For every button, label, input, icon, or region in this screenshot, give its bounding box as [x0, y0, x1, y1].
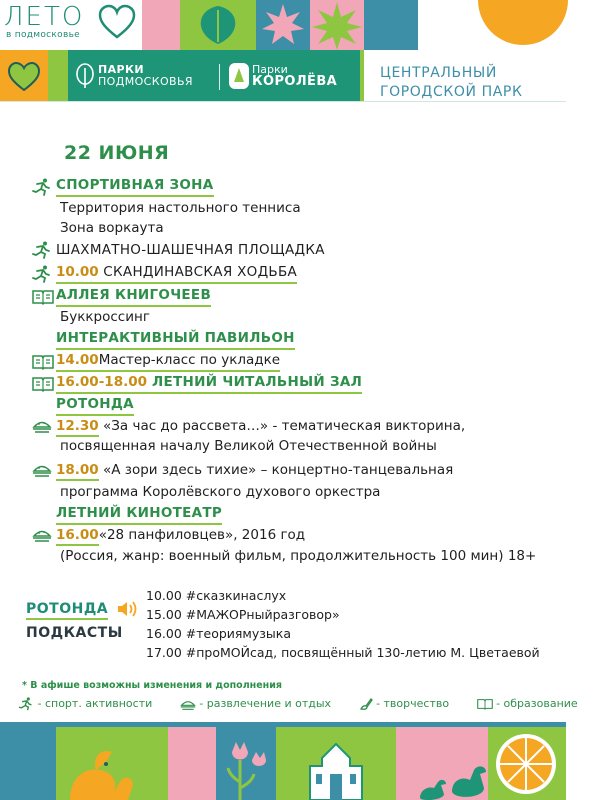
concert-time: 18.00	[56, 462, 99, 481]
fun-icon	[32, 418, 56, 434]
speaker-icon	[116, 599, 140, 619]
rotunda-row	[32, 395, 134, 416]
podcast-title-rotunda: РОТОНДА	[26, 601, 108, 620]
quiz-row	[32, 417, 465, 435]
reading-hall-time: 16.00-18.00	[56, 374, 148, 390]
logo-divider	[219, 64, 220, 90]
green-divider-strip	[360, 50, 364, 102]
podcast-item: 15.00 #МАЖОРныйразговор»	[146, 607, 340, 622]
workout-item: Зона воркаута	[60, 220, 164, 236]
chess-row	[32, 241, 325, 259]
brush-icon	[359, 697, 373, 711]
parks-moscow-region-logo: ПАРКИ ПОДМОСКОВЬЯ	[98, 63, 193, 88]
runner-icon	[18, 697, 34, 711]
runner-icon	[32, 241, 56, 259]
master-class-time: 14.00	[56, 352, 99, 368]
cinema-title: ЛЕТНИЙ КИНОТЕАТР	[56, 504, 222, 525]
quiz-title-line1: «За час до рассвета…» - тематическая викторина,	[98, 418, 466, 434]
master-class-title: Мастер-класс по укладке	[98, 352, 281, 368]
concert-title-line1: «А зори здесь тихие» – концертно-танцевальная	[98, 462, 454, 478]
green-leaf-tile	[180, 0, 256, 50]
reading-hall-row	[32, 373, 362, 394]
film-time: 16.00	[56, 527, 99, 546]
sun-tile	[418, 0, 566, 50]
parks-korolev-logo: Парки КОРОЛЁВА	[252, 63, 338, 89]
rotunda-title: РОТОНДА	[56, 395, 134, 416]
book-icon	[32, 289, 56, 305]
rotunda-podcasts-logo	[26, 598, 140, 641]
quiz-time: 12.30	[56, 418, 99, 437]
chess-title: ШАХМАТНО-ШАШЕЧНАЯ ПЛОЩАДКА	[56, 242, 325, 258]
bookcrossing-item: Буккроссинг	[60, 309, 150, 325]
book-alley-row	[32, 286, 211, 307]
film-title: «28 панфиловцев», 2016 год	[98, 527, 306, 543]
logo-title: ЛЕТО	[4, 2, 85, 32]
logo-subtitle: в подмосковье	[6, 30, 81, 40]
walk-title: СКАНДИНАВСКАЯ ХОДЬБА	[98, 264, 298, 280]
podcast-item: 17.00 #проМОЙсад, посвящённый 130-летию М. Цветаевой	[146, 645, 540, 660]
reading-hall-title: ЛЕТНИЙ ЧИТАЛЬНЫЙ ЗАЛ	[147, 374, 363, 390]
disclaimer-note: * В афише возможны изменения и дополнения	[22, 680, 282, 691]
heart-icon	[98, 4, 136, 40]
book-icon	[32, 376, 56, 392]
sun-star-tile	[310, 0, 364, 50]
fun-icon	[32, 527, 56, 543]
tennis-item: Территория настольного тенниса	[60, 200, 301, 216]
book-alley-title: АЛЛЕЯ КНИГОЧЕЕВ	[56, 286, 211, 307]
legend-sport: - спорт. активности	[18, 697, 168, 710]
orange-heart-tile	[0, 50, 48, 102]
quiz-title-line2: посвященная началу Великой Отечественной войны	[60, 438, 437, 454]
legend-art: - творчество	[359, 697, 465, 710]
sun-icon	[418, 0, 566, 50]
green-strip	[48, 50, 68, 102]
concert-row	[32, 461, 453, 479]
korolev-emblem-icon	[228, 62, 250, 90]
concert-title-line2: программа Королёвского духового оркестра	[60, 484, 381, 500]
pavilion-title: ИНТЕРАКТИВНЫЙ ПАВИЛЬОН	[56, 329, 295, 350]
book-icon	[32, 354, 56, 370]
podcast-item: 16.00 #теориямузыка	[146, 626, 291, 641]
podcast-list	[146, 586, 540, 662]
fun-icon	[32, 462, 56, 478]
pavilion-row	[32, 329, 295, 350]
sport-zone-title: СПОРТИВНАЯ ЗОНА	[56, 176, 214, 197]
citrus-icon	[496, 734, 556, 794]
podcast-item: 10.00 #сказкинаслух	[146, 588, 287, 603]
sport-zone-row	[32, 176, 214, 197]
icon-legend	[18, 697, 602, 711]
nordic-walk-row	[32, 263, 297, 284]
walk-time: 10.00	[56, 264, 99, 280]
decorative-footer	[0, 722, 566, 800]
star-tile	[256, 0, 310, 50]
master-class-row	[32, 351, 280, 372]
star-burst-icon	[256, 0, 310, 50]
pink-tile	[142, 0, 180, 50]
fun-icon	[180, 698, 196, 711]
park-name: ЦЕНТРАЛЬНЫЙ ГОРОДСКОЙ ПАРК	[380, 65, 523, 100]
small-heart-icon	[0, 50, 48, 102]
book-icon	[477, 698, 493, 710]
leaf-icon	[180, 0, 256, 50]
blue-tile	[364, 0, 418, 50]
event-date: 22 ИЮНЯ	[64, 142, 170, 164]
legend-edu: - образование	[477, 697, 590, 710]
tree-icon	[76, 64, 94, 88]
film-details: (Россия, жанр: военный фильм, продолжительность 100 мин) 18+	[60, 548, 537, 564]
runner-icon	[32, 265, 56, 283]
runner-icon	[32, 178, 56, 196]
header-divider	[0, 101, 566, 102]
parks-logos	[68, 50, 360, 102]
film-row	[32, 526, 305, 544]
summer-logo	[0, 0, 142, 50]
podcast-title-podcasts: ПОДКАСТЫ	[26, 624, 123, 641]
legend-fun: - развлечение и отдых	[180, 697, 347, 710]
sun-star-icon	[310, 0, 364, 50]
cinema-row	[32, 504, 222, 525]
